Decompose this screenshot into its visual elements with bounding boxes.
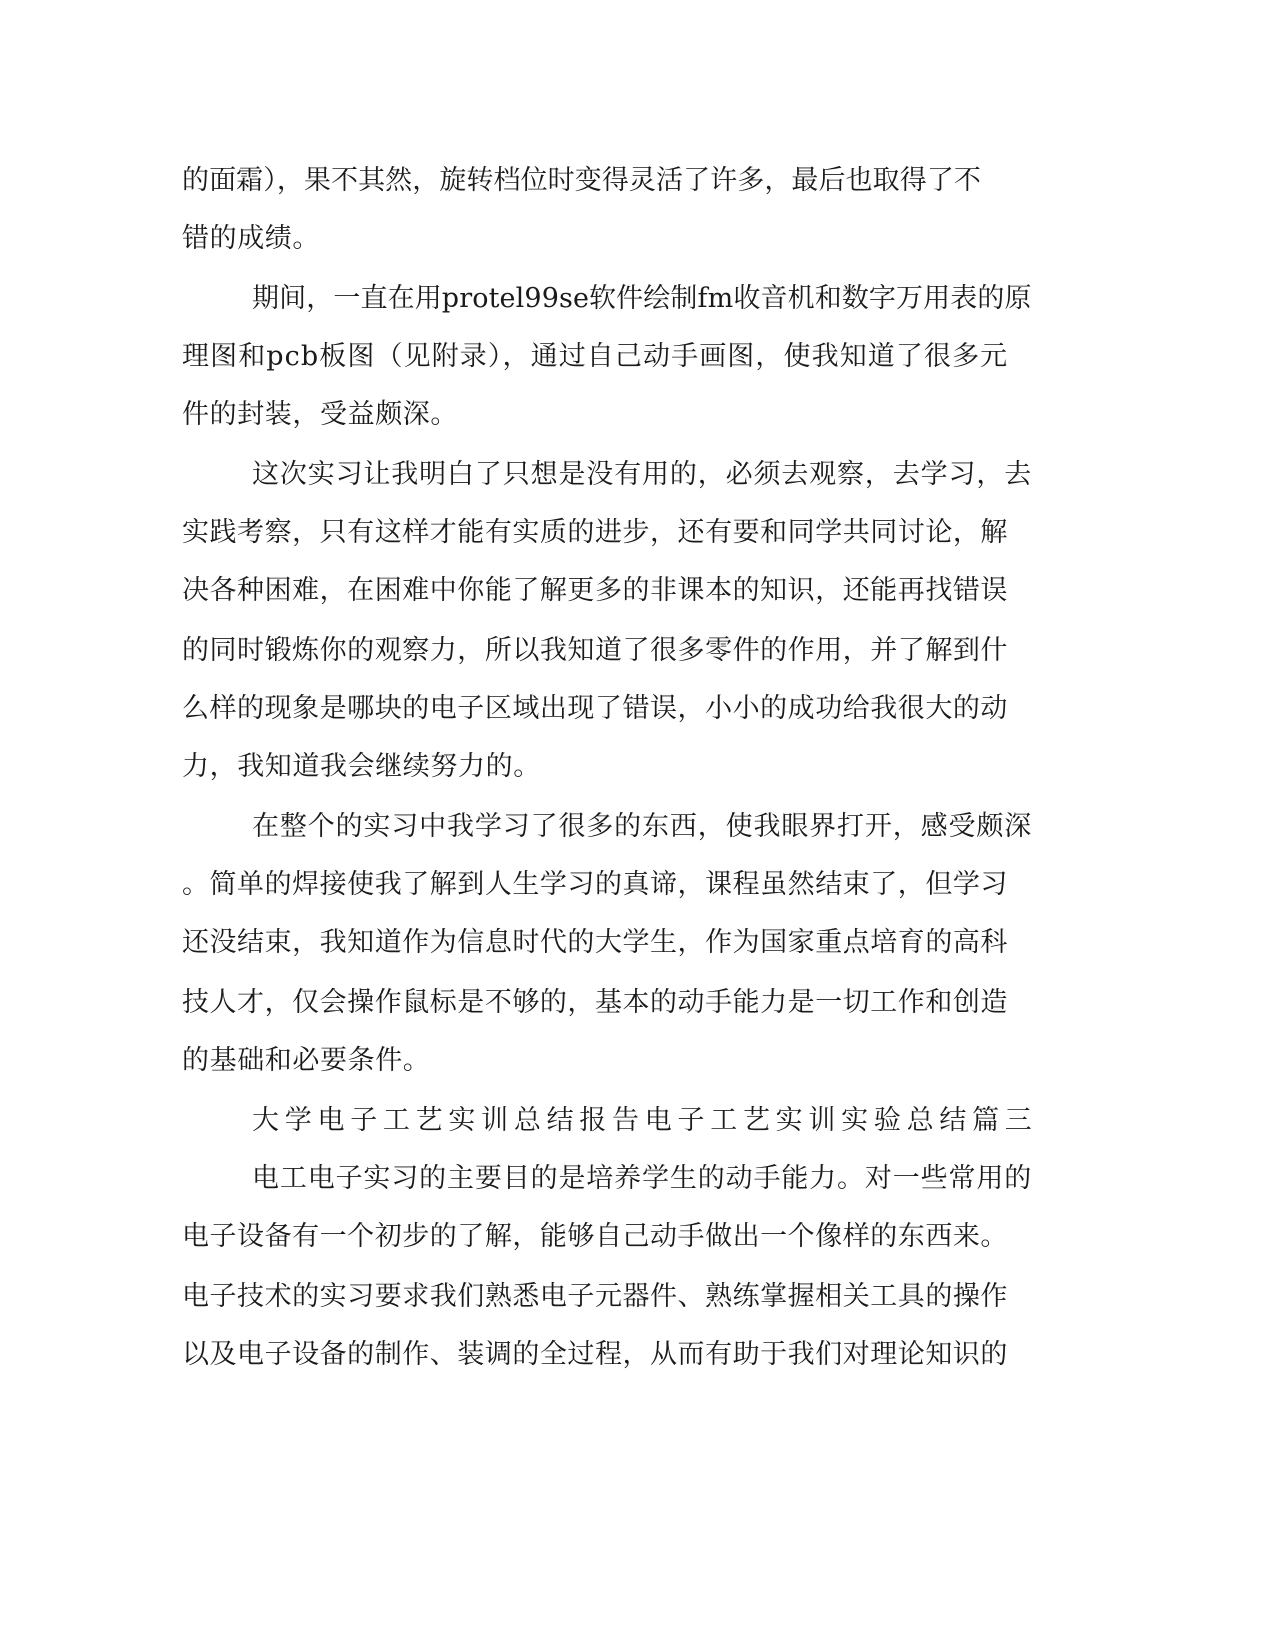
- text-line-10: 么样的现象是哪块的电子区域出现了错误，小小的成功给我很大的动: [182, 693, 1008, 724]
- section-heading: 大学电子工艺实训总结报告电子工艺实训实验总结篇三: [252, 1105, 1038, 1136]
- text-line-1: 的面霜），果不其然，旋转档位时变得灵活了许多，最后也取得了不: [182, 165, 981, 196]
- text-line-16: 的基础和必要条件。: [182, 1045, 431, 1076]
- text-line-4: 理图和pcb板图（见附录），通过自己动手画图，使我知道了很多元: [182, 341, 1009, 372]
- text-line-6: 这次实习让我明白了只想是没有用的，必须去观察，去学习，去: [252, 459, 1033, 490]
- text-line-20: 电子技术的实习要求我们熟悉电子元器件、熟练掌握相关工具的操作: [182, 1281, 1008, 1312]
- text-line-18: 电工电子实习的主要目的是培养学生的动手能力。对一些常用的: [252, 1163, 1033, 1194]
- text-line-15: 技人才，仅会操作鼠标是不够的，基本的动手能力是一切工作和创造: [182, 987, 1008, 1018]
- text-line-12: 在整个的实习中我学习了很多的东西，使我眼界打开，感受颇深: [252, 811, 1033, 842]
- text-line-13: 。简单的焊接使我了解到人生学习的真谛，课程虽然结束了，但学习: [182, 869, 1008, 900]
- text-line-7: 实践考察，只有这样才能有实质的进步，还有要和同学共同讨论，解: [182, 517, 1008, 548]
- text-line-3: 期间，一直在用protel99se软件绘制fm收音机和数字万用表的原: [252, 283, 1032, 314]
- text-line-8: 决各种困难，在困难中你能了解更多的非课本的知识，还能再找错误: [182, 575, 1008, 606]
- text-line-11: 力，我知道我会继续努力的。: [182, 751, 541, 782]
- text-line-21: 以及电子设备的制作、装调的全过程，从而有助于我们对理论知识的: [182, 1339, 1008, 1370]
- text-line-19: 电子设备有一个初步的了解，能够自己动手做出一个像样的东西来。: [182, 1221, 1008, 1252]
- text-line-5: 件的封装，受益颇深。: [182, 399, 458, 430]
- text-line-14: 还没结束，我知道作为信息时代的大学生，作为国家重点培育的高科: [182, 927, 1008, 958]
- text-line-9: 的同时锻炼你的观察力，所以我知道了很多零件的作用，并了解到什: [182, 635, 1008, 666]
- text-line-2: 错的成绩。: [182, 223, 320, 254]
